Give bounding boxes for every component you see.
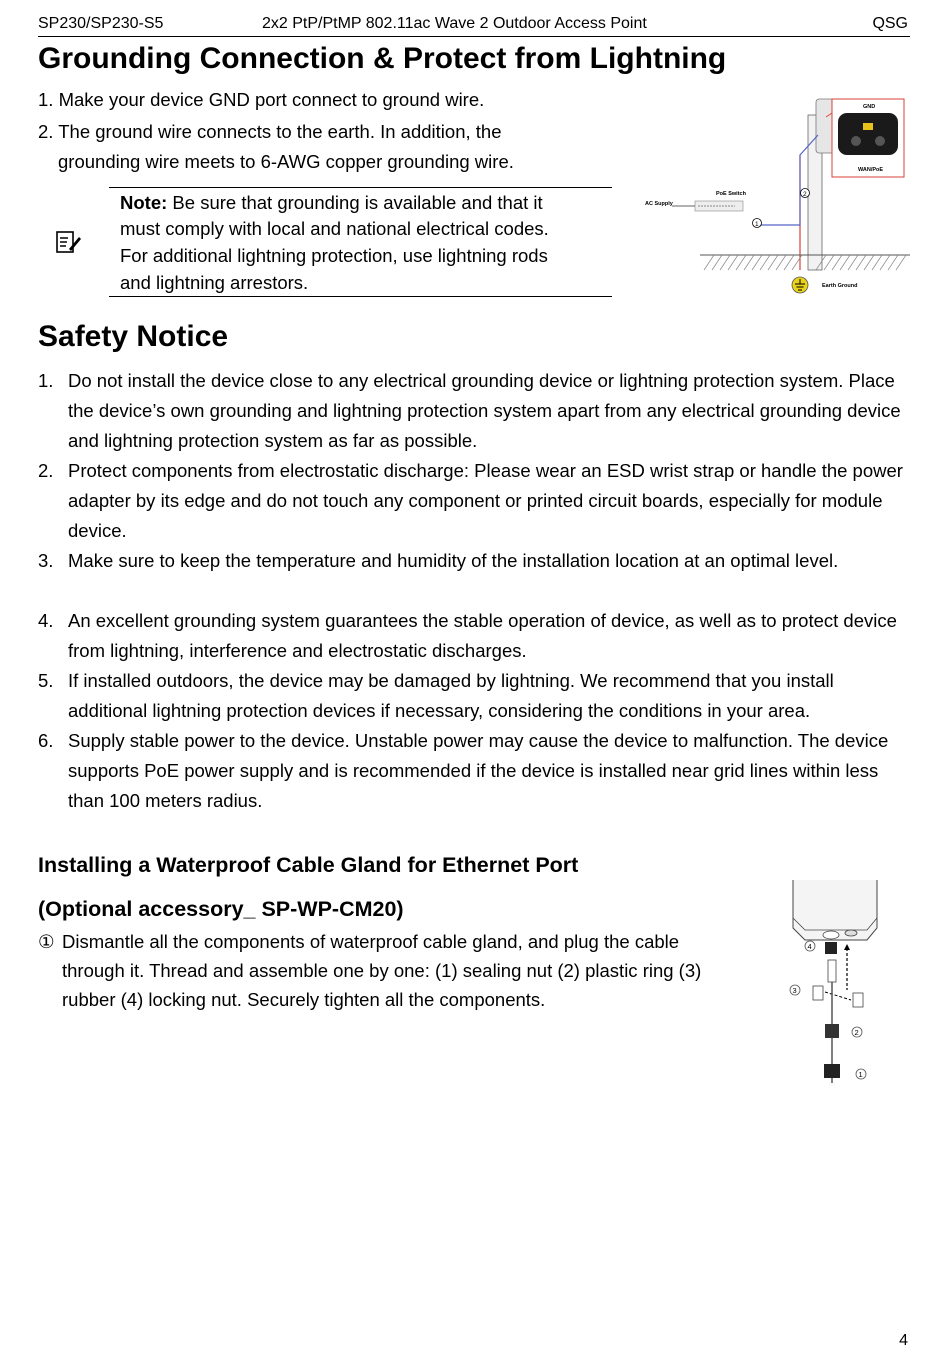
gland-label-4: 4 <box>807 942 812 951</box>
safety-item-3 <box>38 546 918 606</box>
gland-step-line-2: through it. Thread and assemble one by one: (1) sealing nut (2) plastic ring (3) <box>62 960 702 981</box>
gland-step-line-3: rubber (4) locking nut. Securely tighten all the components. <box>62 989 546 1010</box>
safety-item-1 <box>38 366 918 456</box>
safety-item-number: 3. <box>38 550 54 571</box>
page-header <box>38 12 910 37</box>
safety-item-text: If installed outdoors, the device may be damaged by lightning. We recommend that you install additional lightning protection devices if necessary, considering the conditions in your area. <box>68 670 834 721</box>
gland-title: Installing a Waterproof Cable Gland for Ethernet Port <box>38 853 579 877</box>
note-text-1: Be sure that grounding is available and that it <box>167 192 543 213</box>
header-product: 2x2 PtP/PtMP 802.11ac Wave 2 Outdoor Access Point <box>262 15 647 32</box>
note-line-4: and lightning arrestors. <box>120 272 309 293</box>
gnd-label: GND <box>863 104 876 110</box>
locking-nut <box>825 942 837 954</box>
wan-poe-label: WAN/PoE <box>858 167 884 173</box>
grounding-diagram <box>640 95 910 300</box>
svg-text:2: 2 <box>803 191 807 198</box>
note-line-3: For additional lightning protection, use lightning rods <box>120 245 548 266</box>
safety-item-text: Protect components from electrostatic discharge: Please wear an ESD wrist strap or handle the power adapter by its edge and do not touch any component or printed circuit boards, especially for module device. <box>68 460 903 541</box>
safety-item-2 <box>38 456 918 546</box>
device-housing <box>793 880 877 940</box>
page-number: 4 <box>899 1332 908 1349</box>
gland-label-1: 1 <box>858 1070 863 1079</box>
svg-text:1: 1 <box>755 221 759 228</box>
cable-gland-diagram <box>785 878 885 1088</box>
safety-title: Safety Notice <box>38 320 229 353</box>
header-doc-type: QSG <box>872 15 908 32</box>
safety-item-text: Make sure to keep the temperature and humidity of the installation location at an optimal level. <box>68 550 839 571</box>
grounding-title: Grounding Connection & Protect from Lightning <box>38 42 727 75</box>
gland-label-3: 3 <box>792 986 797 995</box>
safety-item-5 <box>38 666 918 726</box>
rubber <box>828 960 836 982</box>
safety-item-number: 6. <box>38 730 54 751</box>
access-point-device <box>816 99 834 153</box>
safety-item-number: 5. <box>38 670 54 691</box>
gland-step-line-1: Dismantle all the components of waterproof cable gland, and plug the cable <box>62 931 680 952</box>
safety-item-text: An excellent grounding system guarantees the stable operation of device, as well as to protect device from lightning, interference and electrostatic discharges. <box>68 610 897 661</box>
safety-item-number: 1. <box>38 370 54 391</box>
gland-label-2: 2 <box>854 1028 859 1037</box>
rubber-side <box>813 986 823 1000</box>
gland-subtitle: (Optional accessory_ SP-WP-CM20) <box>38 897 404 921</box>
safety-item-text: Supply stable power to the device. Unstable power may cause the device to malfunction. The device supports PoE power supply and is recommended if the device is installed near grid lines within less than 100 meters radius. <box>68 730 889 811</box>
note-label: Note: <box>120 192 168 213</box>
safety-item-number: 4. <box>38 610 54 631</box>
header-model: SP230/SP230-S5 <box>38 15 164 32</box>
poe-switch-label: PoE Switch <box>716 191 746 197</box>
safety-item-4 <box>38 606 918 666</box>
grounding-step-2-cont: grounding wire meets to 6-AWG copper grounding wire. <box>58 151 514 172</box>
gland-step-marker: ① <box>38 931 55 952</box>
grounding-step-2: 2. The ground wire connects to the earth. In addition, the <box>38 121 502 142</box>
earth-ground-label: Earth Ground <box>822 283 858 289</box>
plastic-ring <box>825 1024 839 1038</box>
safety-item-text: Do not install the device close to any electrical grounding device or lightning protection system. Place the device’s own grounding and lightning protection system apart from any electrical grounding device and lightning protection system as far as possible. <box>68 370 901 451</box>
safety-item-6 <box>38 726 918 816</box>
ground-hatch <box>704 255 906 270</box>
safety-item-number: 2. <box>38 460 54 481</box>
plastic-ring-side <box>853 993 863 1007</box>
sealing-nut <box>824 1064 840 1078</box>
ac-supply-label: AC Supply <box>645 201 673 207</box>
grounding-step-1: 1. Make your device GND port connect to ground wire. <box>38 89 485 110</box>
note-line-2: must comply with local and national electrical codes. <box>120 218 549 239</box>
note-line-1 <box>120 190 543 216</box>
note-edit-icon <box>55 229 83 255</box>
